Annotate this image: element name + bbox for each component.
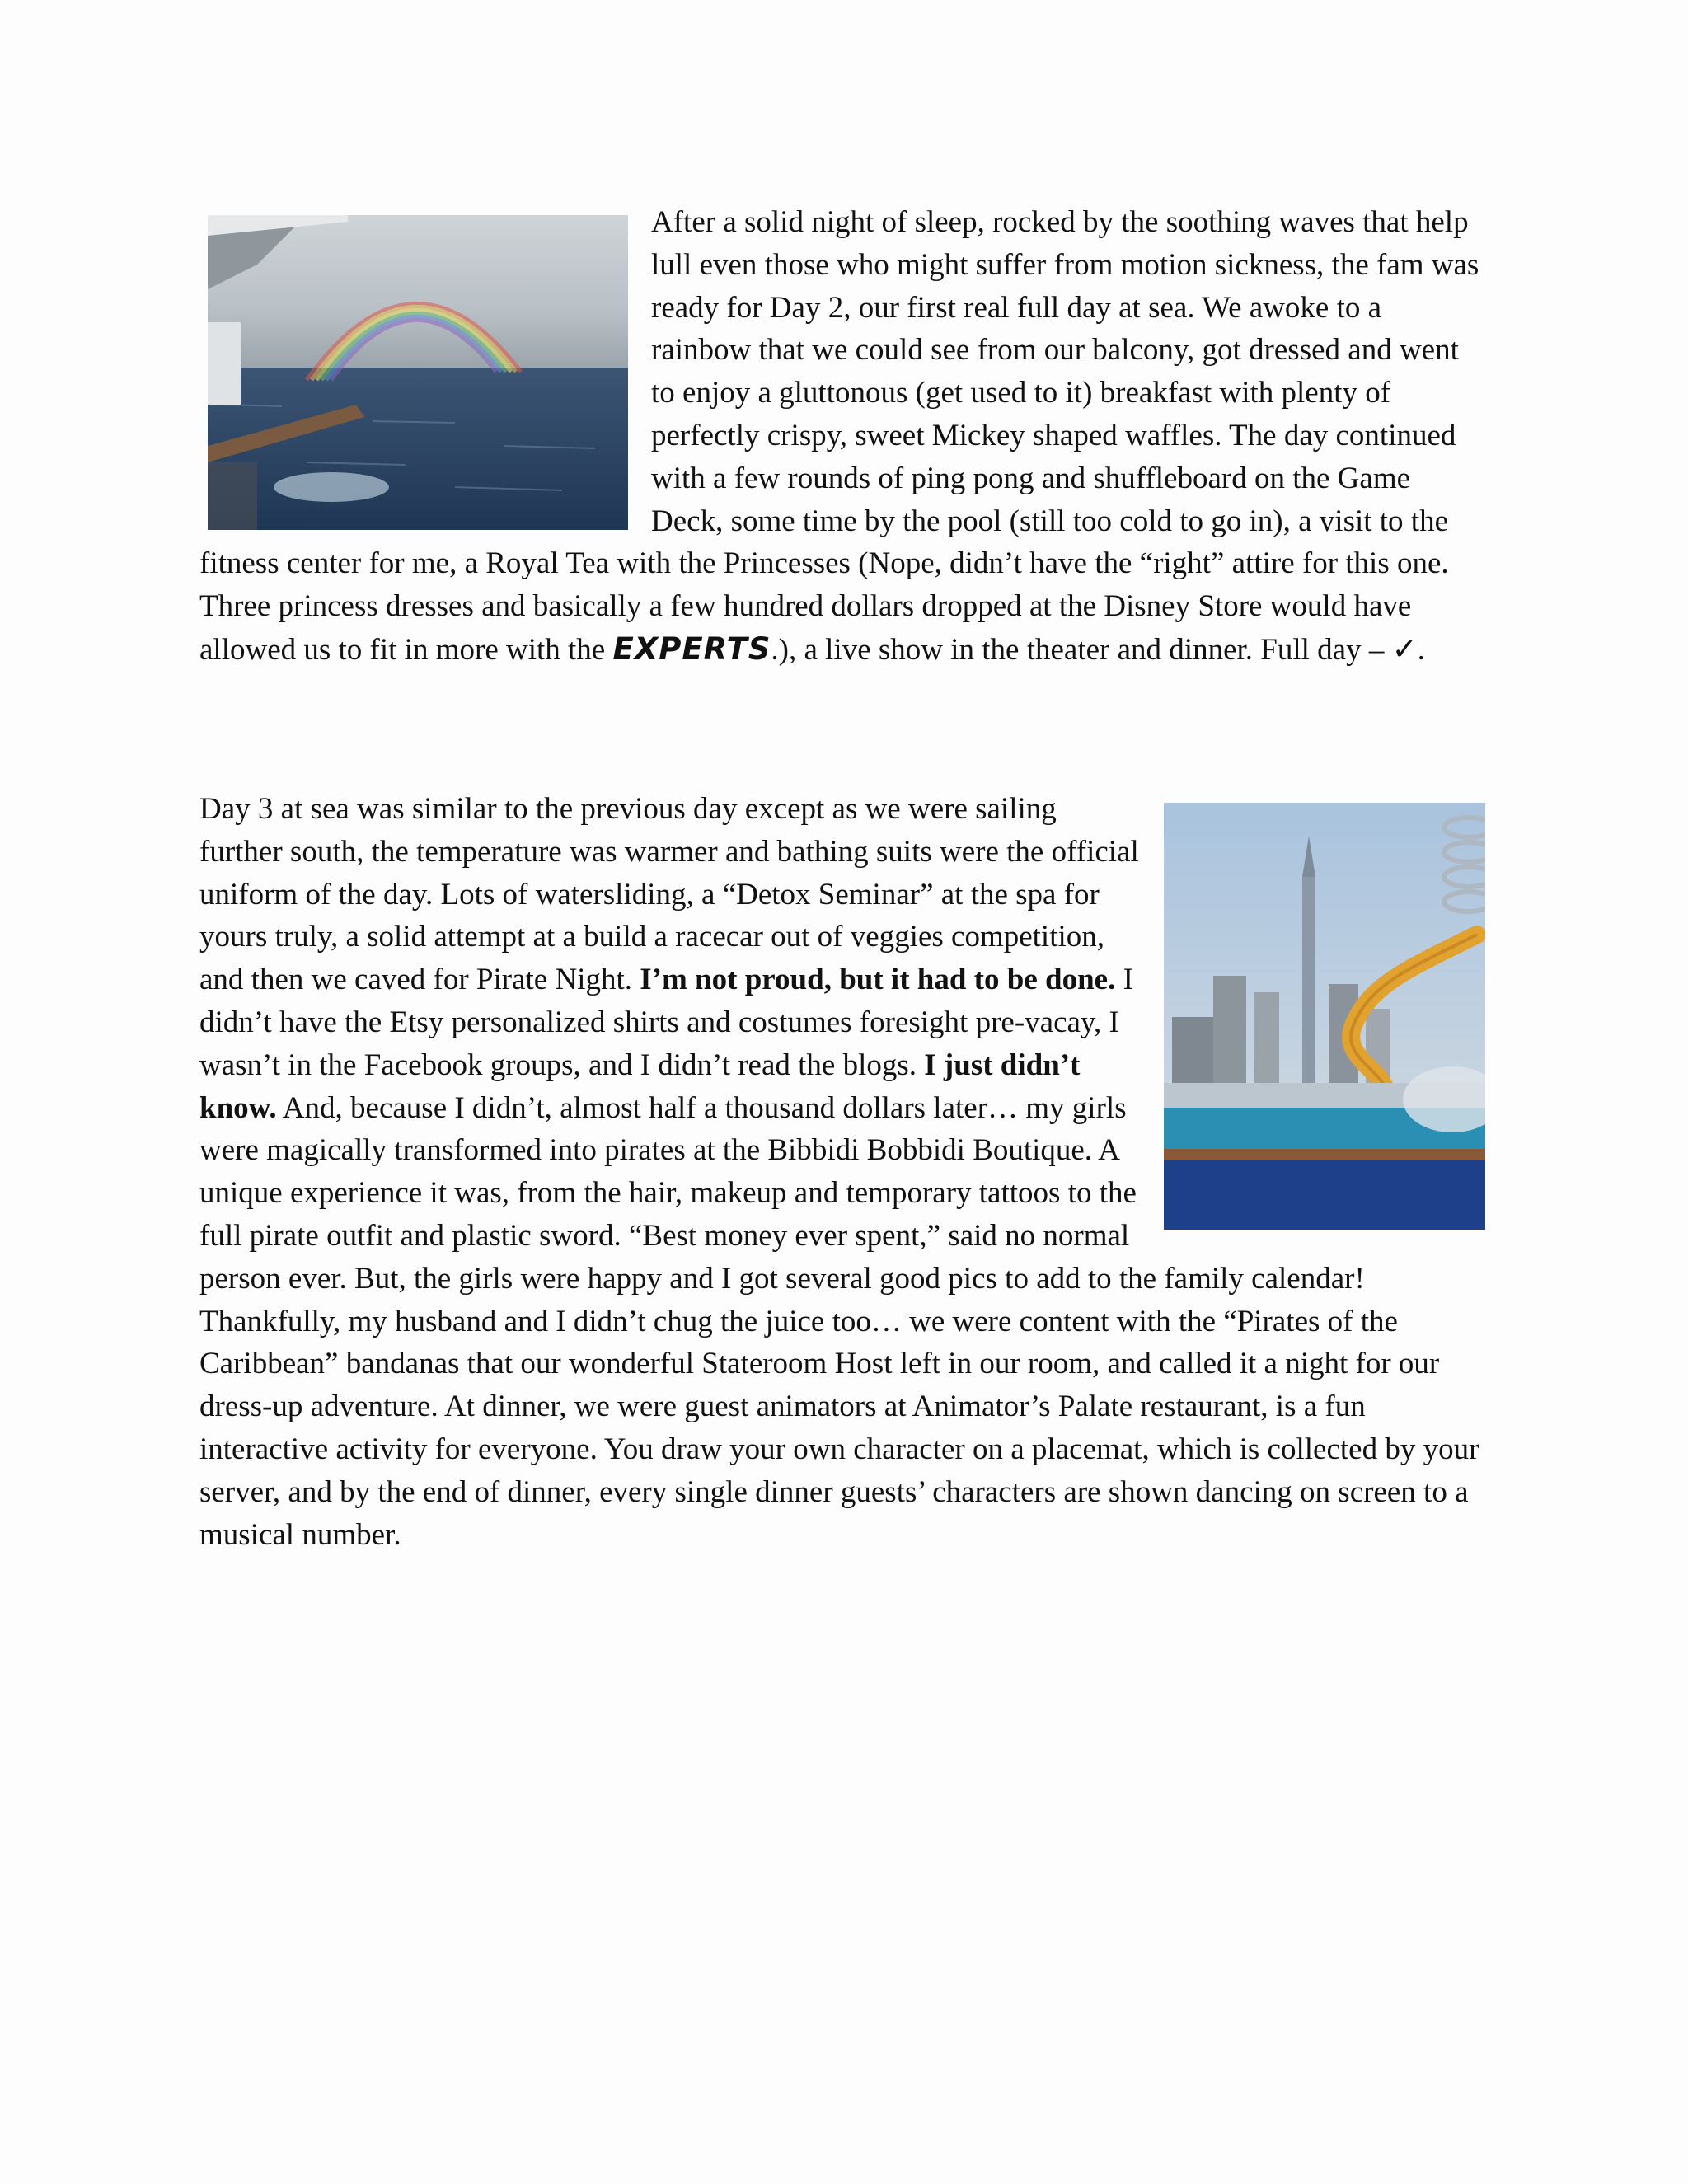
paragraph-day-3-text-3: And, because I didn’t, almost half a thousand dollars later… my girls were magically transformed into pirates at the Bibbidi Bobbidi Boutique. A unique experience it was, from the hair, makeup and temporary tattoos to the full pirate outfit and plastic sword. “Best money ever spent,” said no normal person ever. But, the girls were happy and I got several good pics to add to the family calendar! Thankfully, my husband and I didn’t chug the juice too… we were content with the “Pirates of the Caribbean” bandanas that our wonderful Stateroom Host left in our room, and called it a night for our dress-up adventure. At dinner, we were guest animators at Animator’s Palate restaurant, is a fun interactive activity for everyone. You draw your own character on a placemat, which is collected by your server, and by the end of dinner, every single dinner guests’ characters are shown dancing on screen to a musical number. xyxy=(199,1090,1479,1552)
paragraph-day-3 xyxy=(199,788,1485,1556)
skyline-waterslide-image xyxy=(1164,803,1485,1230)
paragraph-day-3-text-2: I didn’t have the Etsy personalized shirts and costumes foresight pre-vacay, I wasn’t in the Facebook groups, and I didn’t read the blogs. xyxy=(199,963,1133,1082)
experts-stylized-text: EXPERTS xyxy=(612,630,771,667)
paragraph-day-3-text-1: Day 3 at sea was similar to the previous day except as we were sailing further south, the temperature was warmer and bathing suits were the official uniform of the day. Lots of watersliding, a “Detox Seminar” at the spa for yours truly, a solid attempt at a build a racecar out of veggies competition, and then we caved for Pirate Night. xyxy=(199,792,1139,997)
paragraph-day-2-tail: .), a live show in the theater and dinner. Full day – ✓. xyxy=(771,632,1425,667)
rainbow-ocean-photo xyxy=(208,215,628,530)
bold-phrase-not-proud: I’m not proud, but it had to be done. xyxy=(640,963,1116,997)
rainbow-ocean-image xyxy=(208,215,628,530)
paragraph-day-2 xyxy=(199,201,1485,672)
city-skyline-waterslide-photo xyxy=(1164,803,1485,1230)
bold-phrase-didnt-know: I just didn’t know. xyxy=(199,1047,1081,1125)
paragraph-day-2-text: After a solid night of sleep, rocked by the soothing waves that help lull even those who might suffer from motion sickness, the fam was ready for Day 2, our first real full day at sea. We awoke to a rainbow that we could see from our balcony, got dressed and went to enjoy a gluttonous (get used to it) breakfast with plenty of perfectly crispy, sweet Mickey shaped waffles. The day continued with a few rounds of ping pong and shuffleboard on the Game Deck, some time by the pool (still too cold to go in), a visit to the fitness center for me, a Royal Tea with the Princesses (Nope, didn’t have the “right” attire for this one. Three princess dresses and basically a few hundred dollars dropped at the Disney Store would have allowed us to fit in more with the xyxy=(199,205,1479,667)
